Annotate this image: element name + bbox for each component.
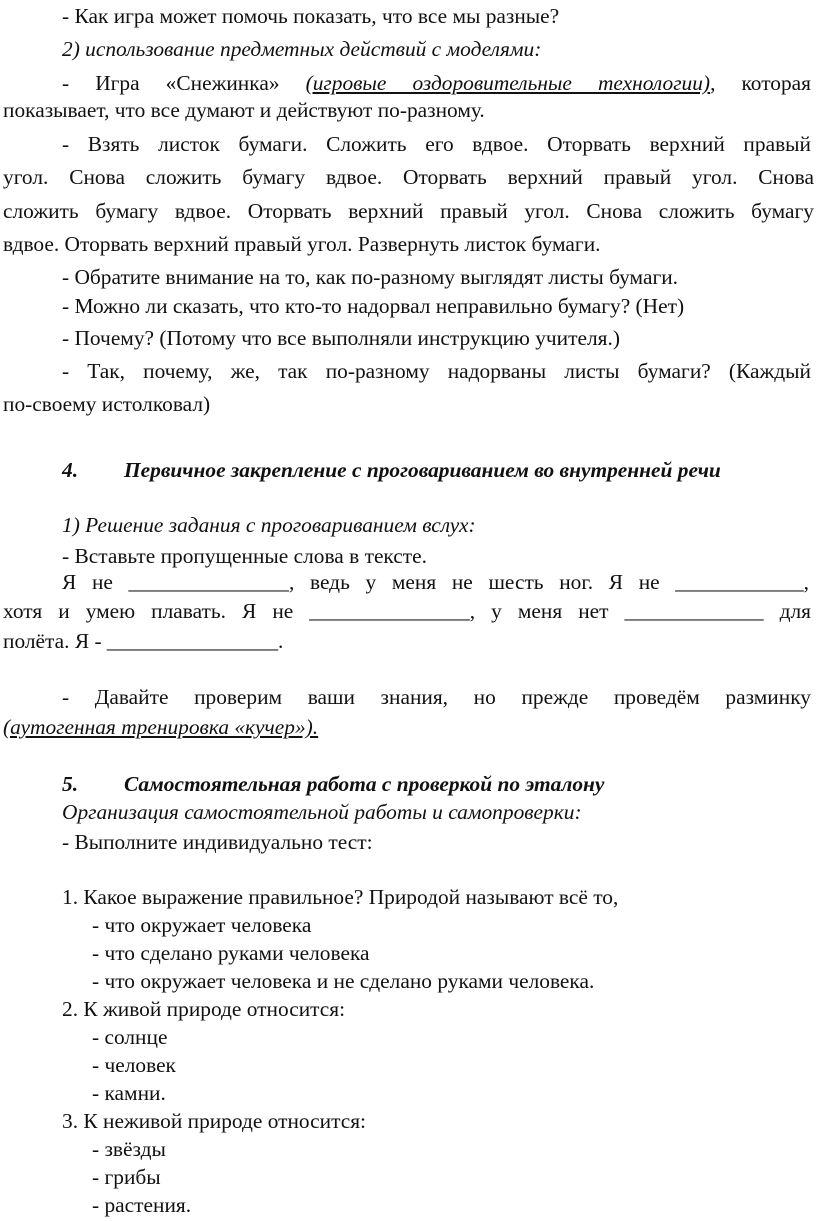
answer-option: - камни. <box>92 1081 166 1105</box>
text-line: вдвое. Оторвать верхний правый угол. Развернуть листок бумаги. <box>3 232 601 256</box>
text-line: - Так, почему, же, так по-разному надорваны листы бумаги? (Каждый <box>62 359 811 383</box>
text-line: угол. Снова сложить бумагу вдвое. Оторвать верхний правый угол. Снова <box>3 165 814 189</box>
text-line: - Давайте проверим ваши знания, но прежде проведём разминку <box>62 685 811 709</box>
answer-option: - что окружает человека <box>92 913 312 937</box>
section-subtitle: Организация самостоятельной работы и самопроверки: <box>62 800 582 824</box>
technology-note: (игровые оздоровительные технологии) <box>305 71 711 95</box>
test-question: 3. К неживой природе относится: <box>62 1109 366 1133</box>
test-question: 1. Какое выражение правильное? Природой называют всё то, <box>62 885 619 909</box>
test-question: 2. К живой природе относится: <box>62 997 346 1021</box>
text-fragment: , которая <box>710 71 811 95</box>
section-heading-4 <box>62 457 816 484</box>
answer-option: - солнце <box>92 1025 168 1049</box>
answer-option: - растения. <box>92 1193 192 1217</box>
task-subtitle: 1) Решение задания с проговариванием вслух: <box>62 513 476 537</box>
text-line: по-своему истолковал) <box>3 392 211 416</box>
text-line: - Вставьте пропущенные слова в тексте. <box>62 544 427 568</box>
fill-in-line: полёта. Я - ________________. <box>3 629 284 653</box>
section-title: Первичное закрепление с проговариванием во внутренней речи <box>124 458 721 482</box>
text-line <box>62 70 811 97</box>
warmup-note: (аутогенная тренировка «кучер»). <box>3 715 319 739</box>
fill-in-line: хотя и умею плавать. Я не _______________, у меня нет _____________ для <box>3 599 811 623</box>
section-number: 5. <box>62 772 79 796</box>
answer-option: - человек <box>92 1053 176 1077</box>
text-line: показывает, что все думают и действуют по-разному. <box>3 98 485 122</box>
text-line: - Почему? (Потому что все выполняли инструкцию учителя.) <box>62 326 620 350</box>
answer-option: - звёзды <box>92 1137 166 1161</box>
text-line: - Выполните индивидуально тест: <box>62 830 373 854</box>
text-line: - Обратите внимание на то, как по-разному выглядят листы бумаги. <box>62 265 679 289</box>
text-line: - Взять листок бумаги. Сложить его вдвое. Оторвать верхний правый <box>62 132 811 156</box>
text-line: - Можно ли сказать, что кто-то надорвал неправильно бумагу? (Нет) <box>62 294 685 318</box>
answer-option: - что сделано руками человека <box>92 941 370 965</box>
section-number: 4. <box>62 458 79 482</box>
section-subtitle: 2) использование предметных действий с моделями: <box>62 37 542 61</box>
answer-option: - что окружает человека и не сделано руками человека. <box>92 969 595 993</box>
section-heading-5 <box>62 771 816 798</box>
answer-option: - грибы <box>92 1165 161 1189</box>
text-line: сложить бумагу вдвое. Оторвать верхний правый угол. Снова сложить бумагу <box>3 199 814 223</box>
text-line: - Как игра может помочь показать, что все мы разные? <box>62 4 560 28</box>
game-title: - Игра «Снежинка» <box>62 71 280 95</box>
fill-in-line: Я не _______________, ведь у меня не шесть ног. Я не ____________, <box>62 570 809 594</box>
section-title: Самостоятельная работа с проверкой по эталону <box>124 772 605 796</box>
